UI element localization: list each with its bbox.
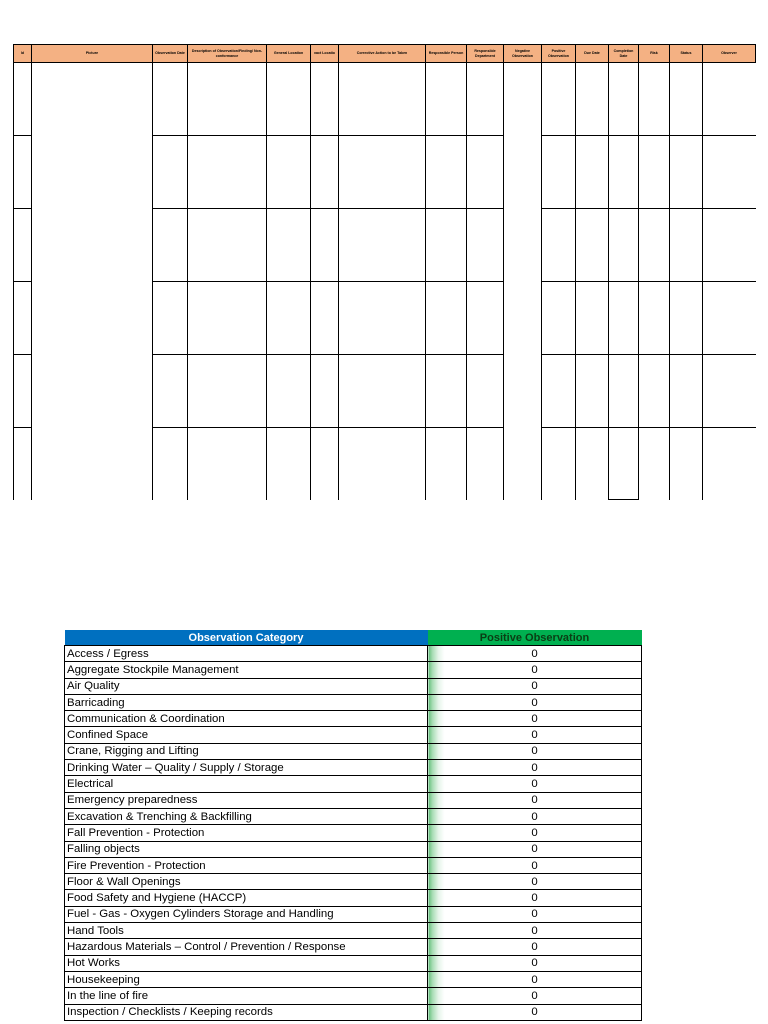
- log-cell-status[interactable]: [670, 428, 703, 500]
- category-name: Fuel - Gas - Oxygen Cylinders Storage and Handling: [65, 906, 428, 922]
- log-cell-description[interactable]: [188, 63, 267, 136]
- positive-count: 0: [428, 890, 642, 906]
- table-row: [14, 282, 756, 355]
- table-row: [65, 874, 642, 890]
- table-row: [65, 646, 642, 662]
- table-row: [65, 711, 642, 727]
- log-cell-dept[interactable]: [467, 355, 504, 428]
- category-name: Hand Tools: [65, 923, 428, 939]
- log-cell-picture[interactable]: [32, 136, 153, 209]
- log-cell-completion[interactable]: [609, 136, 639, 209]
- positive-count: 0: [428, 971, 642, 987]
- table-row: [65, 743, 642, 759]
- log-cell-positive[interactable]: [542, 355, 576, 428]
- log-cell-id[interactable]: [14, 136, 32, 209]
- log-cell-risk[interactable]: [639, 136, 670, 209]
- category-body: [65, 646, 642, 1021]
- category-name: Inspection / Checklists / Keeping records: [65, 1004, 428, 1020]
- header-general-location: General Location: [267, 45, 311, 63]
- table-row: [65, 906, 642, 922]
- table-row: [65, 988, 642, 1004]
- table-row: [65, 857, 642, 873]
- category-name: Housekeeping: [65, 971, 428, 987]
- log-cell-due[interactable]: [576, 136, 609, 209]
- header-observation-date: Observation Date: [153, 45, 188, 63]
- log-cell-obs-date[interactable]: [153, 63, 188, 136]
- positive-count: 0: [428, 955, 642, 971]
- log-cell-exact-loc[interactable]: [311, 355, 339, 428]
- log-cell-gen-loc[interactable]: [267, 136, 311, 209]
- observation-log-table: [13, 44, 756, 500]
- table-row: [65, 776, 642, 792]
- header-id: Id: [14, 45, 32, 63]
- table-row: [65, 694, 642, 710]
- log-cell-completion[interactable]: [609, 209, 639, 282]
- positive-count: 0: [428, 662, 642, 678]
- header-negative-observation: Negative Observation: [504, 45, 542, 63]
- log-cell-negative[interactable]: [504, 282, 542, 355]
- log-cell-gen-loc[interactable]: [267, 282, 311, 355]
- log-cell-dept[interactable]: [467, 282, 504, 355]
- category-name: Electrical: [65, 776, 428, 792]
- header-picture: Picture: [32, 45, 153, 63]
- log-cell-observer-cell[interactable]: [703, 63, 756, 136]
- log-cell-obs-date[interactable]: [153, 428, 188, 500]
- table-row: [65, 662, 642, 678]
- positive-count: 0: [428, 1004, 642, 1020]
- log-cell-description[interactable]: [188, 428, 267, 500]
- log-cell-positive[interactable]: [542, 136, 576, 209]
- log-cell-completion[interactable]: [609, 282, 639, 355]
- log-cell-risk[interactable]: [639, 428, 670, 500]
- log-cell-description[interactable]: [188, 282, 267, 355]
- log-cell-person[interactable]: [426, 428, 467, 500]
- log-cell-action[interactable]: [339, 136, 426, 209]
- table-row: [14, 355, 756, 428]
- positive-count: 0: [428, 939, 642, 955]
- header-positive-observation: Positive Observation: [542, 45, 576, 63]
- table-row: [65, 890, 642, 906]
- category-name: Emergency preparedness: [65, 792, 428, 808]
- table-row: [65, 841, 642, 857]
- positive-count: 0: [428, 988, 642, 1004]
- log-cell-id[interactable]: [14, 282, 32, 355]
- log-cell-negative[interactable]: [504, 428, 542, 500]
- header-description: Description of Observation/Finding/ Non-conformance: [188, 45, 267, 63]
- table-row: [65, 760, 642, 776]
- table-row: [65, 808, 642, 824]
- log-cell-dept[interactable]: [467, 209, 504, 282]
- table-row: [65, 792, 642, 808]
- log-cell-picture[interactable]: [32, 209, 153, 282]
- log-cell-due[interactable]: [576, 428, 609, 500]
- category-name: Hot Works: [65, 955, 428, 971]
- category-name: Food Safety and Hygiene (HACCP): [65, 890, 428, 906]
- header-exact-location: xact Locatio: [311, 45, 339, 63]
- log-cell-person[interactable]: [426, 209, 467, 282]
- table-row: [65, 678, 642, 694]
- positive-count: 0: [428, 711, 642, 727]
- table-row: [14, 428, 756, 500]
- positive-count: 0: [428, 923, 642, 939]
- log-cell-negative[interactable]: [504, 63, 542, 136]
- log-cell-picture[interactable]: [32, 282, 153, 355]
- positive-count: 0: [428, 743, 642, 759]
- positive-count: 0: [428, 874, 642, 890]
- log-cell-id[interactable]: [14, 63, 32, 136]
- log-cell-person[interactable]: [426, 355, 467, 428]
- log-body: [14, 63, 756, 500]
- table-row: [14, 63, 756, 136]
- log-cell-picture[interactable]: [32, 355, 153, 428]
- log-cell-obs-date[interactable]: [153, 355, 188, 428]
- log-cell-obs-date[interactable]: [153, 282, 188, 355]
- log-cell-risk[interactable]: [639, 282, 670, 355]
- category-name: Excavation & Trenching & Backfilling: [65, 808, 428, 824]
- log-cell-gen-loc[interactable]: [267, 63, 311, 136]
- log-cell-action[interactable]: [339, 282, 426, 355]
- header-corrective-action: Corrective Action to be Taken: [339, 45, 426, 63]
- log-cell-due[interactable]: [576, 63, 609, 136]
- header-due-date: Due Date: [576, 45, 609, 63]
- log-cell-action[interactable]: [339, 355, 426, 428]
- log-cell-status[interactable]: [670, 136, 703, 209]
- log-cell-picture[interactable]: [32, 428, 153, 500]
- category-name: Air Quality: [65, 678, 428, 694]
- header-observer: Observer: [703, 45, 756, 63]
- table-row: [14, 136, 756, 209]
- log-cell-exact-loc[interactable]: [311, 428, 339, 500]
- table-row: [65, 825, 642, 841]
- table-row: [14, 209, 756, 282]
- log-cell-obs-date[interactable]: [153, 209, 188, 282]
- header-observation-category: Observation Category: [65, 630, 428, 646]
- category-name: Barricading: [65, 694, 428, 710]
- header-risk: Risk: [639, 45, 670, 63]
- log-cell-dept[interactable]: [467, 63, 504, 136]
- category-name: Drinking Water – Quality / Supply / Storage: [65, 760, 428, 776]
- category-name: Hazardous Materials – Control / Prevention / Response: [65, 939, 428, 955]
- header-responsible-department: Responsible Department: [467, 45, 504, 63]
- positive-count: 0: [428, 727, 642, 743]
- log-cell-observer-cell[interactable]: [703, 355, 756, 428]
- category-name: Crane, Rigging and Lifting: [65, 743, 428, 759]
- positive-count: 0: [428, 825, 642, 841]
- category-name: Confined Space: [65, 727, 428, 743]
- log-cell-positive[interactable]: [542, 209, 576, 282]
- table-row: [65, 955, 642, 971]
- positive-count: 0: [428, 808, 642, 824]
- table-row: [65, 727, 642, 743]
- log-cell-risk[interactable]: [639, 355, 670, 428]
- header-responsible-person: Responsible Person: [426, 45, 467, 63]
- positive-count: 0: [428, 694, 642, 710]
- log-cell-description[interactable]: [188, 209, 267, 282]
- log-cell-obs-date[interactable]: [153, 136, 188, 209]
- log-cell-status[interactable]: [670, 63, 703, 136]
- log-cell-action[interactable]: [339, 209, 426, 282]
- log-cell-completion[interactable]: [609, 355, 639, 428]
- log-cell-positive[interactable]: [542, 428, 576, 500]
- log-cell-exact-loc[interactable]: [311, 136, 339, 209]
- table-row: [65, 939, 642, 955]
- category-name: In the line of fire: [65, 988, 428, 1004]
- log-cell-due[interactable]: [576, 355, 609, 428]
- log-cell-action[interactable]: [339, 63, 426, 136]
- log-cell-status[interactable]: [670, 209, 703, 282]
- log-cell-id[interactable]: [14, 209, 32, 282]
- log-cell-observer-cell[interactable]: [703, 282, 756, 355]
- log-cell-picture[interactable]: [32, 63, 153, 136]
- header-status: Status: [670, 45, 703, 63]
- log-cell-due[interactable]: [576, 282, 609, 355]
- positive-count: 0: [428, 857, 642, 873]
- log-cell-exact-loc[interactable]: [311, 209, 339, 282]
- log-cell-person[interactable]: [426, 282, 467, 355]
- log-cell-positive[interactable]: [542, 63, 576, 136]
- header-completion-date: Completion Date: [609, 45, 639, 63]
- log-cell-id[interactable]: [14, 428, 32, 500]
- category-name: Communication & Coordination: [65, 711, 428, 727]
- positive-count: 0: [428, 776, 642, 792]
- log-cell-negative[interactable]: [504, 136, 542, 209]
- log-cell-observer-cell[interactable]: [703, 136, 756, 209]
- log-cell-id[interactable]: [14, 355, 32, 428]
- log-cell-status[interactable]: [670, 282, 703, 355]
- log-cell-positive[interactable]: [542, 282, 576, 355]
- positive-count: 0: [428, 760, 642, 776]
- log-cell-person[interactable]: [426, 63, 467, 136]
- log-header-row: [14, 45, 756, 63]
- log-cell-gen-loc[interactable]: [267, 209, 311, 282]
- log-cell-negative[interactable]: [504, 355, 542, 428]
- table-row: [65, 923, 642, 939]
- category-name: Fall Prevention - Protection: [65, 825, 428, 841]
- log-cell-completion[interactable]: [609, 63, 639, 136]
- header-positive-observation-count: Positive Observation: [428, 630, 642, 646]
- positive-count: 0: [428, 646, 642, 662]
- category-name: Floor & Wall Openings: [65, 874, 428, 890]
- log-cell-gen-loc[interactable]: [267, 428, 311, 500]
- log-cell-description[interactable]: [188, 355, 267, 428]
- category-name: Falling objects: [65, 841, 428, 857]
- log-cell-action[interactable]: [339, 428, 426, 500]
- log-cell-gen-loc[interactable]: [267, 355, 311, 428]
- log-cell-due[interactable]: [576, 209, 609, 282]
- category-name: Aggregate Stockpile Management: [65, 662, 428, 678]
- log-cell-dept[interactable]: [467, 428, 504, 500]
- log-cell-status[interactable]: [670, 355, 703, 428]
- category-name: Access / Egress: [65, 646, 428, 662]
- log-cell-exact-loc[interactable]: [311, 282, 339, 355]
- table-row: [65, 971, 642, 987]
- positive-count: 0: [428, 906, 642, 922]
- log-cell-observer-cell[interactable]: [703, 209, 756, 282]
- log-cell-risk[interactable]: [639, 63, 670, 136]
- log-cell-person[interactable]: [426, 136, 467, 209]
- log-cell-description[interactable]: [188, 136, 267, 209]
- category-name: Fire Prevention - Protection: [65, 857, 428, 873]
- category-header-row: [65, 630, 642, 646]
- table-row: [65, 1004, 642, 1020]
- log-cell-negative[interactable]: [504, 209, 542, 282]
- log-cell-completion[interactable]: [609, 428, 639, 500]
- positive-count: 0: [428, 841, 642, 857]
- log-cell-dept[interactable]: [467, 136, 504, 209]
- log-cell-risk[interactable]: [639, 209, 670, 282]
- log-cell-exact-loc[interactable]: [311, 63, 339, 136]
- observation-category-table: [64, 630, 642, 1021]
- positive-count: 0: [428, 678, 642, 694]
- positive-count: 0: [428, 792, 642, 808]
- log-cell-observer-cell[interactable]: [703, 428, 756, 500]
